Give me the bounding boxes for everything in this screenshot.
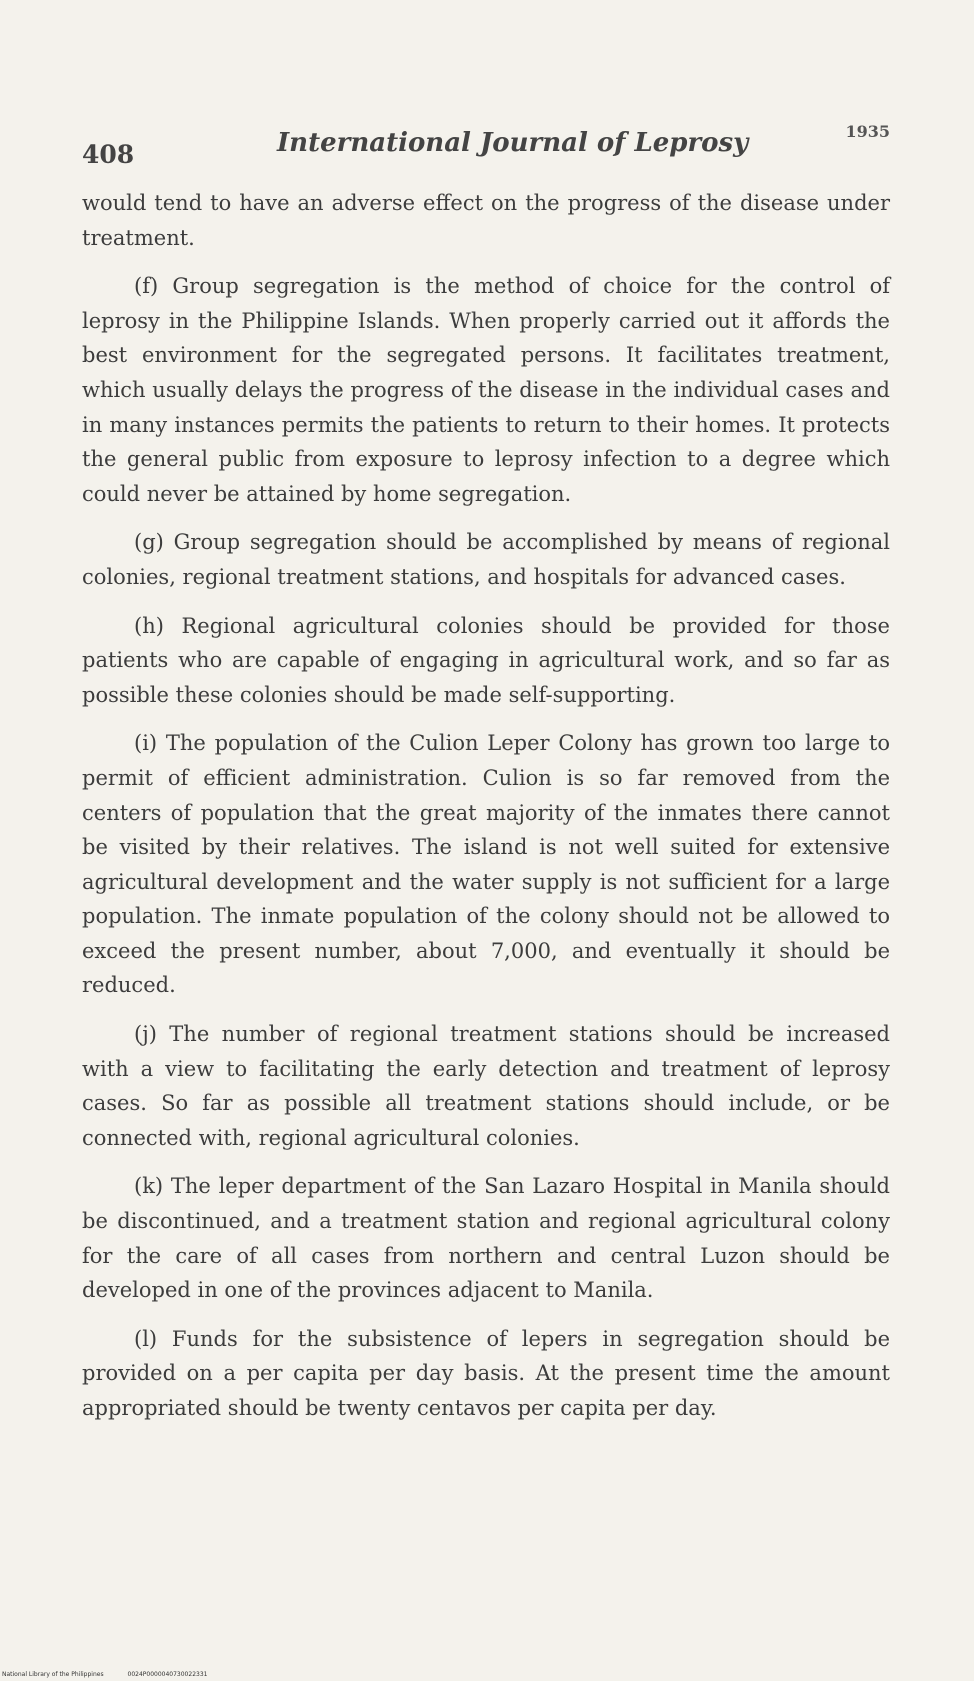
footer-identifier: 0024P0000040730022331 bbox=[127, 1671, 208, 1678]
paragraph-g: (g) Group segregation should be accomplished by means of regional colonies, regional treatment stations, and hospitals for advanced cases. bbox=[82, 530, 890, 589]
running-title: International Journal of Leprosy bbox=[277, 128, 749, 158]
body-text bbox=[82, 186, 890, 1440]
publication-year: 1935 bbox=[845, 122, 890, 141]
paragraph-h: (h) Regional agricultural colonies should be provided for those patients who are capable of engaging in agricultural work, and so far as possible these colonies should be made self-supporting. bbox=[82, 613, 890, 707]
page-header bbox=[82, 122, 890, 169]
scan-footer bbox=[2, 1671, 229, 1678]
footer-library: National Library of the Philippines bbox=[2, 1671, 104, 1678]
paragraph-continuation: would tend to have an adverse effect on the progress of the disease under treatment. bbox=[82, 191, 890, 250]
paragraph-i: (i) The population of the Culion Leper Colony has grown too large to permit of efficient administration. Culion is so far removed from the centers of population that the great majority of the inmates there cannot be visited by their relatives. The island is not well suited for extensive agricultural development and the water supply is not sufficient for a large population. The inmate population of the colony should not be allowed to exceed the present number, about 7,000, and eventually it should be reduced. bbox=[82, 731, 890, 998]
page-number: 408 bbox=[82, 140, 135, 169]
paragraph-l: (l) Funds for the subsistence of lepers in segregation should be provided on a per capita per day basis. At the present time the amount appropriated should be twenty centavos per capita per day. bbox=[82, 1326, 890, 1420]
paragraph-f: (f) Group segregation is the method of choice for the control of leprosy in the Philippine Islands. When properly carried out it affords the best environment for the segregated persons. It facilitates treatment, which usually delays the progress of the disease in the individual cases and in many instances permits the patients to return to their homes. It protects the general public from exposure to leprosy infection to a degree which could never be attained by home segregation. bbox=[82, 274, 890, 506]
paragraph-j: (j) The number of regional treatment stations should be increased with a view to facilitating the early detection and treatment of leprosy cases. So far as possible all treatment stations should include, or be connected with, regional agricultural colonies. bbox=[82, 1022, 890, 1150]
paragraph-k: (k) The leper department of the San Lazaro Hospital in Manila should be discontinued, and a treatment station and regional agricultural colony for the care of all cases from northern and central Luzon should be developed in one of the provinces adjacent to Manila. bbox=[82, 1174, 890, 1303]
